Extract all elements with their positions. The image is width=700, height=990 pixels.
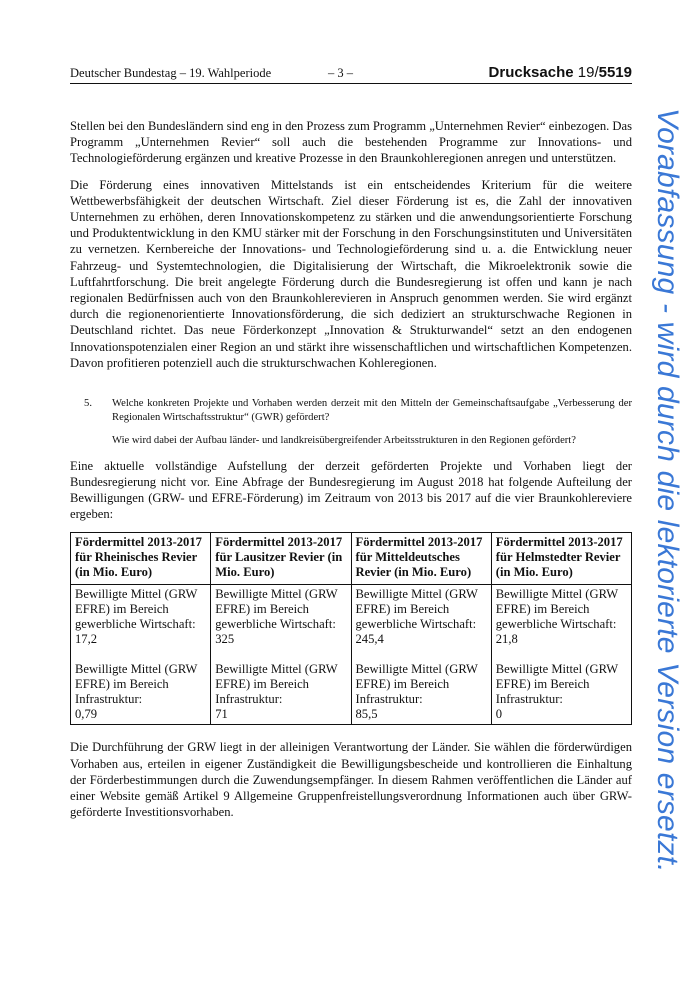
label-business: Bewilligte Mittel (GRW EFRE) im Bereich gewerbliche Wirtschaft:: [215, 587, 338, 632]
question-block: [84, 397, 632, 448]
header-document-label: Drucksache: [488, 64, 574, 81]
label-infrastructure: Bewilligte Mittel (GRW EFRE) im Bereich Infrastruktur:: [215, 662, 338, 707]
paragraph-innovation-support: Die Förderung eines innovativen Mittelstands ist ein entscheidendes Kriterium für die weitere Wettbewerbsfähigkeit der deutschen Wirtschaft. Ziel dieser Förderung ist es, die Zahl der innovativen Unternehmen zu erhöhen, deren Innovationskompetenz zu stärken und die anwendungsorientierte Forschung und Produktentwicklung in den KMU stärker mit der Forschung in den Forschungsinstituten und Universitäten zu vernetzen. Kernbereiche der Innovations- und Technologieförderung sind u. a. die Entwicklung neuer Fahrzeug- und Systemtechnologien, die Digitalisierung der Wirtschaft, die Mikroelektronik sowie die Luftfahrtforschung. Die breit angelegte Förderung durch die Bundesregierung ist offen und kann je nach regionalen Bedürfnissen auch von den Braunkohlerevieren in Anspruch genommen werden. Sie wird ergänzt durch die regionenorientierte Innovationsförderung, die sich dediziert an strukturschwache Regionen in Deutschland richtet. Das neue Förderkonzept „Innovation & Strukturwandel“ setzt an den endogenen Innovationspotenzialen einer Region an und stärkt ihre wissenschaftlichen und wirtschaftlichen Kompetenzen. Davon profitieren potenziell auch die strukturschwachen Kohleregionen.: [70, 177, 632, 370]
label-business: Bewilligte Mittel (GRW EFRE) im Bereich gewerbliche Wirtschaft:: [75, 587, 198, 632]
question-text-2: Wie wird dabei der Aufbau länder- und landkreisübergreifender Arbeitsstrukturen in den Regionen gefördert?: [112, 435, 576, 447]
answer-intro: Eine aktuelle vollständige Aufstellung der derzeit geförderten Projekte und Vorhaben liegt der Bundesregierung nicht vor. Eine Abfrage der Bundesregierung im August 2018 hat folgende Aufteilung der Bewilligungen (GRW- und EFRE-Förderung) im Zeitraum von 2013 bis 2017 auf die vier Braunkohlereviere ergeben:: [70, 458, 632, 522]
label-infrastructure: Bewilligte Mittel (GRW EFRE) im Bereich Infrastruktur:: [495, 662, 618, 707]
header-helmstedter-revier: Fördermittel 2013-2017 für Helmstedter Revier (in Mio. Euro): [491, 533, 631, 585]
page-header: [70, 64, 632, 84]
cell-rheinisches-revier: [71, 585, 211, 725]
document-body: [70, 118, 632, 830]
table-row: [71, 585, 632, 725]
label-infrastructure: Bewilligte Mittel (GRW EFRE) im Bereich Infrastruktur:: [75, 662, 198, 707]
cell-lausitzer-revier: [211, 585, 351, 725]
label-business: Bewilligte Mittel (GRW EFRE) im Bereich gewerbliche Wirtschaft:: [495, 587, 618, 632]
header-mitteldeutsches-revier: Fördermittel 2013-2017 für Mitteldeutsches Revier (in Mio. Euro): [351, 533, 491, 585]
cell-mitteldeutsches-revier: [351, 585, 491, 725]
header-parliament-period: Deutscher Bundestag – 19. Wahlperiode: [70, 66, 272, 80]
value-business: 245,4: [355, 632, 384, 647]
table-header-row: [71, 533, 632, 585]
closing-paragraph: Die Durchführung der GRW liegt in der alleinigen Verantwortung der Länder. Sie wählen die förderwürdigen Vorhaben aus, erteilen in eigener Zuständigkeit die Bewilligungsbescheide und kontrollieren die Einhaltung der Förderbestimmungen durch die Zuwendungsempfänger. In diesem Rahmen veröffentlichen die Länder auf einer Website gemäß Artikel 9 Allgemeine Gruppenfreistellungsverordnung Informationen auch über GRW-geförderte Investitionsvorhaben.: [70, 740, 632, 820]
header-lausitzer-revier: Fördermittel 2013-2017 für Lausitzer Revier (in Mio. Euro): [211, 533, 351, 585]
value-infrastructure: 0: [495, 707, 503, 722]
value-infrastructure: 85,5: [355, 707, 378, 722]
header-document-prefix: 19/: [577, 64, 599, 81]
header-rule: [70, 83, 632, 84]
value-business: 17,2: [75, 632, 98, 647]
header-page-number: – 3 –: [328, 66, 353, 80]
label-business: Bewilligte Mittel (GRW EFRE) im Bereich gewerbliche Wirtschaft:: [355, 587, 478, 632]
draft-watermark: Vorabfassung - wird durch die lektorierte Version ersetzt.: [651, 108, 684, 873]
header-rheinisches-revier: Fördermittel 2013-2017 für Rheinisches Revier (in Mio. Euro): [71, 533, 211, 585]
paragraph-unternehmen-revier: Stellen bei den Bundesländern sind eng in den Prozess zum Programm „Unternehmen Revier“ einbezogen. Das Programm „Unternehmen Revier“ soll auch die bestehenden Programme zur Innovations- und Technologieförderung ergänzen und kreative Prozesse in den Braunkohleregionen anregen und unterstützen.: [70, 119, 633, 166]
value-business: 21,8: [495, 632, 518, 647]
header-document-number: [489, 64, 632, 81]
value-infrastructure: 0,79: [75, 707, 98, 722]
funding-table: [70, 532, 632, 725]
value-business: 325: [215, 632, 235, 647]
value-infrastructure: 71: [215, 707, 228, 722]
label-infrastructure: Bewilligte Mittel (GRW EFRE) im Bereich Infrastruktur:: [355, 662, 478, 707]
header-document-id: 5519: [598, 64, 632, 81]
cell-helmstedter-revier: [491, 585, 631, 725]
question-number: 5.: [84, 398, 92, 410]
question-text-1: Welche konkreten Projekte und Vorhaben werden derzeit mit den Mitteln der Gemeinschaftsaufgabe „Verbesserung der Regionalen Wirtschaftsstruktur“ (GWR) gefördert?: [112, 398, 632, 423]
